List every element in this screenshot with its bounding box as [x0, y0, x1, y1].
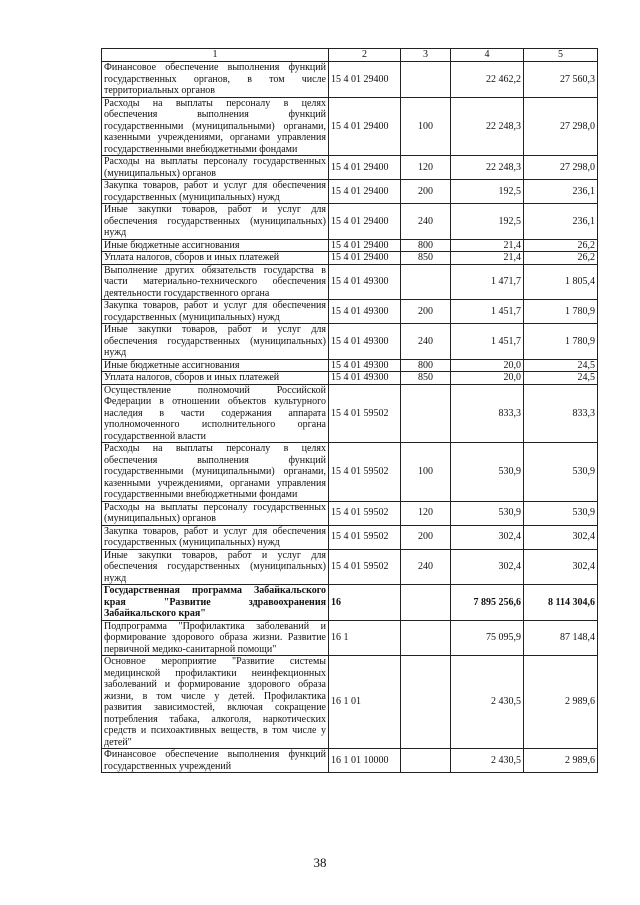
table-row	[102, 620, 598, 656]
row-name-cell: Иные закупки товаров, работ и услуг для обеспечения государственных (муниципальных) нужд	[102, 324, 329, 360]
row-value-2020-cell: 27 298,0	[524, 97, 598, 156]
row-code-cell: 15 4 01 49300	[329, 324, 401, 360]
budget-table	[101, 48, 598, 773]
row-code-cell: 15 4 01 29400	[329, 204, 401, 240]
row-type-cell	[401, 585, 451, 621]
row-code-cell: 15 4 01 49300	[329, 264, 401, 300]
row-value-2019-cell: 530,9	[451, 501, 524, 525]
row-type-cell: 200	[401, 525, 451, 549]
row-code-cell: 15 4 01 59502	[329, 384, 401, 443]
row-value-2019-cell: 20,0	[451, 359, 524, 372]
row-type-cell	[401, 264, 451, 300]
row-code-cell: 15 4 01 59502	[329, 501, 401, 525]
table-row	[102, 656, 598, 749]
header-col-2: 2	[329, 49, 401, 62]
row-type-cell	[401, 620, 451, 656]
row-code-cell: 15 4 01 29400	[329, 180, 401, 204]
row-value-2019-cell: 833,3	[451, 384, 524, 443]
row-code-cell: 16 1 01 10000	[329, 749, 401, 773]
row-name-cell: Подпрограмма "Профилактика заболеваний и формирование здорового образа жизни. Развитие первичной медико-санитарной помощи"	[102, 620, 329, 656]
row-value-2020-cell: 87 148,4	[524, 620, 598, 656]
row-name-cell: Финансовое обеспечение выполнения функций государственных учреждений	[102, 749, 329, 773]
row-code-cell: 15 4 01 49300	[329, 359, 401, 372]
row-value-2019-cell: 21,4	[451, 252, 524, 265]
row-value-2019-cell: 192,5	[451, 204, 524, 240]
row-value-2019-cell: 530,9	[451, 443, 524, 502]
row-value-2020-cell: 236,1	[524, 180, 598, 204]
row-name-cell: Государственная программа Забайкальского края "Развитие здравоохранения Забайкальского края"	[102, 585, 329, 621]
row-code-cell: 15 4 01 29400	[329, 252, 401, 265]
row-type-cell: 100	[401, 443, 451, 502]
row-name-cell: Финансовое обеспечение выполнения функций государственных органов, в том числе территориальных органов	[102, 62, 329, 98]
row-value-2020-cell: 302,4	[524, 549, 598, 585]
row-value-2019-cell: 22 462,2	[451, 62, 524, 98]
row-value-2019-cell: 1 451,7	[451, 300, 524, 324]
row-value-2019-cell: 2 430,5	[451, 656, 524, 749]
row-type-cell: 100	[401, 97, 451, 156]
row-value-2020-cell: 24,5	[524, 372, 598, 385]
row-name-cell: Иные закупки товаров, работ и услуг для обеспечения государственных (муниципальных) нужд	[102, 549, 329, 585]
row-name-cell: Уплата налогов, сборов и иных платежей	[102, 372, 329, 385]
row-name-cell: Закупка товаров, работ и услуг для обеспечения государственных (муниципальных) нужд	[102, 300, 329, 324]
row-type-cell	[401, 749, 451, 773]
header-col-3: 3	[401, 49, 451, 62]
row-value-2020-cell: 1 780,9	[524, 324, 598, 360]
table-row	[102, 300, 598, 324]
table-row	[102, 324, 598, 360]
row-name-cell: Осуществление полномочий Российской Федерации в отношении объектов культурного наследия в части содержания аппарата уполномоченного исполнительного органа государственной власти	[102, 384, 329, 443]
header-col-4: 4	[451, 49, 524, 62]
row-type-cell	[401, 62, 451, 98]
row-value-2020-cell: 27 560,3	[524, 62, 598, 98]
row-value-2019-cell: 1 471,7	[451, 264, 524, 300]
table-row	[102, 585, 598, 621]
row-code-cell: 15 4 01 59502	[329, 549, 401, 585]
row-type-cell	[401, 384, 451, 443]
header-col-1: 1	[102, 49, 329, 62]
table-row	[102, 264, 598, 300]
row-value-2019-cell: 75 095,9	[451, 620, 524, 656]
row-type-cell: 200	[401, 180, 451, 204]
table-row	[102, 359, 598, 372]
table-row	[102, 239, 598, 252]
row-value-2019-cell: 22 248,3	[451, 156, 524, 180]
row-value-2020-cell: 530,9	[524, 443, 598, 502]
row-code-cell: 15 4 01 29400	[329, 156, 401, 180]
row-name-cell: Уплата налогов, сборов и иных платежей	[102, 252, 329, 265]
table-row	[102, 372, 598, 385]
row-value-2019-cell: 302,4	[451, 549, 524, 585]
row-type-cell: 240	[401, 549, 451, 585]
table-row	[102, 384, 598, 443]
header-col-5: 5	[524, 49, 598, 62]
row-name-cell: Иные бюджетные ассигнования	[102, 239, 329, 252]
row-type-cell: 240	[401, 204, 451, 240]
row-name-cell: Основное мероприятие "Развитие системы медицинской профилактики неинфекционных заболеваний и формирование здорового образа жизни, в том числе у детей. Профилактика развития зависимостей, включая сокращение потребления табака, алкоголя, наркотических средств и психоактивных веществ, в том числе у детей"	[102, 656, 329, 749]
row-value-2019-cell: 20,0	[451, 372, 524, 385]
row-type-cell: 850	[401, 372, 451, 385]
row-name-cell: Выполнение других обязательств государства в части материально-технического обеспечения деятельности государственного органа	[102, 264, 329, 300]
row-type-cell: 200	[401, 300, 451, 324]
row-type-cell: 120	[401, 501, 451, 525]
row-code-cell: 16 1 01	[329, 656, 401, 749]
row-code-cell: 15 4 01 29400	[329, 97, 401, 156]
table-row	[102, 443, 598, 502]
table-row	[102, 252, 598, 265]
row-value-2020-cell: 2 989,6	[524, 749, 598, 773]
row-value-2020-cell: 530,9	[524, 501, 598, 525]
row-name-cell: Расходы на выплаты персоналу государственных (муниципальных) органов	[102, 501, 329, 525]
row-code-cell: 15 4 01 29400	[329, 62, 401, 98]
row-type-cell: 120	[401, 156, 451, 180]
row-value-2020-cell: 1 780,9	[524, 300, 598, 324]
row-value-2019-cell: 2 430,5	[451, 749, 524, 773]
row-value-2020-cell: 1 805,4	[524, 264, 598, 300]
page-number: 38	[313, 855, 327, 870]
table-row	[102, 549, 598, 585]
row-name-cell: Расходы на выплаты персоналу в целях обеспечения выполнения функций государственными (муниципальными) органами, казенными учреждениями, органами управления государственными внебюджетными фондами	[102, 97, 329, 156]
table-row	[102, 749, 598, 773]
row-name-cell: Расходы на выплаты персоналу в целях обеспечения выполнения функций государственными (муниципальными) органами, казенными учреждениями, органами управления государственными внебюджетными фондами	[102, 443, 329, 502]
row-name-cell: Закупка товаров, работ и услуг для обеспечения государственных (муниципальных) нужд	[102, 180, 329, 204]
table-row	[102, 156, 598, 180]
row-value-2019-cell: 7 895 256,6	[451, 585, 524, 621]
row-value-2020-cell: 2 989,6	[524, 656, 598, 749]
row-value-2020-cell: 236,1	[524, 204, 598, 240]
row-value-2019-cell: 1 451,7	[451, 324, 524, 360]
row-value-2020-cell: 833,3	[524, 384, 598, 443]
table-row	[102, 525, 598, 549]
row-value-2020-cell: 8 114 304,6	[524, 585, 598, 621]
row-type-cell: 800	[401, 239, 451, 252]
row-code-cell: 15 4 01 59502	[329, 525, 401, 549]
table-row	[102, 62, 598, 98]
row-type-cell: 240	[401, 324, 451, 360]
row-name-cell: Расходы на выплаты персоналу государственных (муниципальных) органов	[102, 156, 329, 180]
row-name-cell: Иные бюджетные ассигнования	[102, 359, 329, 372]
row-code-cell: 16	[329, 585, 401, 621]
row-code-cell: 15 4 01 59502	[329, 443, 401, 502]
table-row	[102, 97, 598, 156]
table-body	[102, 62, 598, 773]
row-value-2019-cell: 21,4	[451, 239, 524, 252]
row-value-2019-cell: 22 248,3	[451, 97, 524, 156]
table-row	[102, 501, 598, 525]
row-code-cell: 16 1	[329, 620, 401, 656]
table-row	[102, 204, 598, 240]
row-value-2020-cell: 26,2	[524, 252, 598, 265]
row-value-2019-cell: 302,4	[451, 525, 524, 549]
row-code-cell: 15 4 01 49300	[329, 300, 401, 324]
row-type-cell	[401, 656, 451, 749]
row-name-cell: Иные закупки товаров, работ и услуг для обеспечения государственных (муниципальных) нужд	[102, 204, 329, 240]
row-value-2020-cell: 27 298,0	[524, 156, 598, 180]
table-row	[102, 180, 598, 204]
row-type-cell: 850	[401, 252, 451, 265]
row-code-cell: 15 4 01 29400	[329, 239, 401, 252]
row-value-2020-cell: 302,4	[524, 525, 598, 549]
row-type-cell: 800	[401, 359, 451, 372]
header-row	[102, 49, 598, 62]
row-value-2019-cell: 192,5	[451, 180, 524, 204]
row-name-cell: Закупка товаров, работ и услуг для обеспечения государственных (муниципальных) нужд	[102, 525, 329, 549]
row-value-2020-cell: 24,5	[524, 359, 598, 372]
row-value-2020-cell: 26,2	[524, 239, 598, 252]
row-code-cell: 15 4 01 49300	[329, 372, 401, 385]
